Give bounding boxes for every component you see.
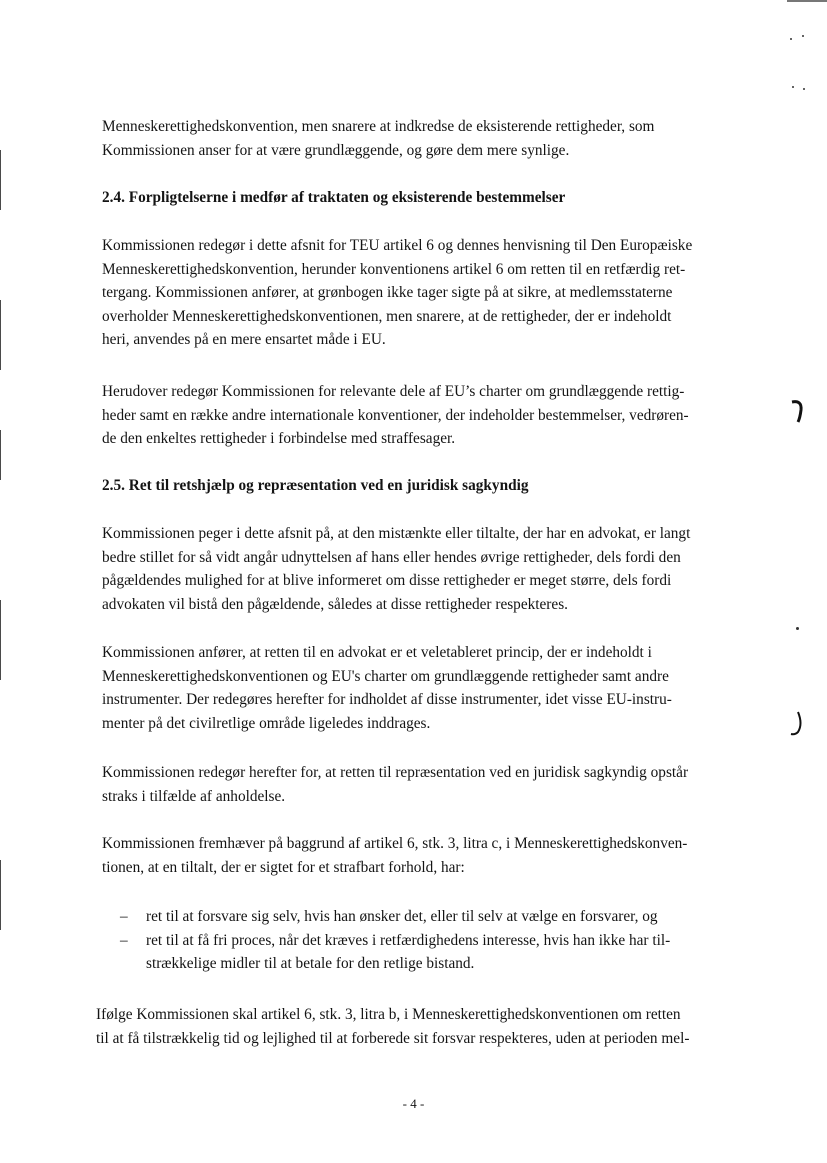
rights-list [120, 905, 760, 976]
text-line: overholder Menneskerettighedskonventionen, men snarere, at de rettigheder, der er indeholdt [102, 307, 672, 325]
section-heading-2-4: 2.4. Forpligtelserne i medfør af traktaten og eksisterende bestemmelser [102, 189, 566, 206]
scan-margin-line [0, 860, 1, 930]
text-line: straks i tilfælde af anholdelse. [102, 787, 286, 805]
paragraph-article-6-3c [102, 832, 762, 879]
text-line: Kommissionen peger i dette afsnit på, at den mistænkte eller tiltalte, der har en advokat, er langt [102, 525, 691, 542]
text-line: Ifølge Kommissionen skal artikel 6, stk. 3, litra b, i Menneskerettighedskonventionen om retten [96, 1006, 681, 1023]
text-line: Kommissionen anser for at være grundlæggende, og gøre dem mere synlige. [102, 141, 570, 159]
text-line: tionen, at en tiltalt, der er sigtet for et strafbart forhold, har: [102, 858, 465, 876]
text-line: instrumenter. Der redegøres herefter for indholdet af disse instrumenter, idet visse EU-instru- [102, 691, 672, 708]
text-line: bedre stillet for så vidt angår udnyttelsen af hans eller hendes øvrige rettigheder, dels fordi den [102, 548, 681, 566]
text-line: Kommissionen redegør i dette afsnit for TEU artikel 6 og dennes henvisning til Den Europæiske [102, 237, 693, 254]
scan-margin-line [0, 300, 1, 370]
scan-margin-line [0, 430, 1, 480]
scan-speck [803, 88, 805, 90]
text-line: strækkelige midler til at betale for den retlige bistand. [146, 955, 475, 972]
scan-speck [792, 86, 794, 88]
paragraph-eu-charter [102, 380, 762, 451]
text-line: heri, anvendes på en mere ensartet måde i EU. [102, 331, 386, 348]
text-line: pågældendes mulighed for at blive informeret om disse rettigheder er meget større, dels fordi [102, 572, 672, 589]
text-line: Kommissionen redegør herefter for, at retten til repræsentation ved en juridisk sagkyndig opstår [102, 764, 689, 781]
scan-speck [802, 35, 804, 37]
paragraph-representation [102, 761, 762, 808]
scan-margin-line [0, 150, 1, 210]
dash-bullet: – [120, 931, 128, 949]
punch-hole-mark [790, 398, 804, 424]
text-line: til at få tilstrækkelig tid og lejlighed til at forberede sit forsvar respekteres, uden at perioden mel- [96, 1029, 690, 1047]
paragraph-right-to-lawyer [102, 641, 762, 735]
list-item [120, 929, 760, 976]
text-line: menter på det civilretlige område ligeledes inddrages. [102, 714, 431, 732]
paragraph-intro [102, 115, 762, 162]
text-line: Menneskerettighedskonvention, herunder konventionens artikel 6 om retten til en retfærdig ret- [102, 260, 686, 278]
text-line: ret til at få fri proces, når det kræves i retfærdighedens interesse, hvis han ikke har til- [146, 931, 671, 949]
scan-streak [787, 0, 827, 2]
section-heading-2-5: 2.5. Ret til retshjælp og repræsentation ved en juridisk sagkyndig [102, 477, 529, 494]
text-line: Menneskerettighedskonvention, men snarere at indkredse de eksisterende rettigheder, som [102, 118, 655, 135]
text-line: de den enkeltes rettigheder i forbindelse med straffesager. [102, 430, 456, 447]
text-line: Herudover redegør Kommissionen for relevante dele af EU’s charter om grundlæggende rettig- [102, 383, 685, 400]
text-line: tergang. Kommissionen anfører, at grønbogen ikke tager sigte på at sikre, at medlemsstaterne [102, 284, 673, 301]
text-line: Menneskerettighedskonventionen og EU's charter om grundlæggende rettigheder samt andre [102, 667, 669, 685]
text-line: heder samt en række andre internationale konventioner, der indeholder bestemmelser, vedrøren- [102, 406, 689, 424]
text-line: Kommissionen anfører, at retten til en advokat er et veletableret princip, der er indeholdt i [102, 644, 652, 661]
page-number: - 4 - [402, 1096, 425, 1111]
text-line: advokaten vil bistå den pågældende, således at disse rettigheder respekteres. [102, 595, 568, 613]
scan-speck [796, 627, 799, 630]
text-line: ret til at forsvare sig selv, hvis han ønsker det, eller til selv at vælge en forsvarer, og [146, 908, 658, 925]
scan-speck [790, 38, 792, 40]
paragraph-lawyer-benefit [102, 522, 762, 616]
paragraph-teu-article-6 [102, 234, 762, 352]
text-line: Kommissionen fremhæver på baggrund af artikel 6, stk. 3, litra c, i Menneskerettighedskonven- [102, 835, 688, 852]
scan-margin-line [0, 600, 1, 680]
paragraph-article-6-3b [96, 1003, 756, 1050]
punch-hole-mark [790, 710, 804, 736]
list-item [120, 905, 760, 929]
dash-bullet: – [120, 908, 128, 925]
